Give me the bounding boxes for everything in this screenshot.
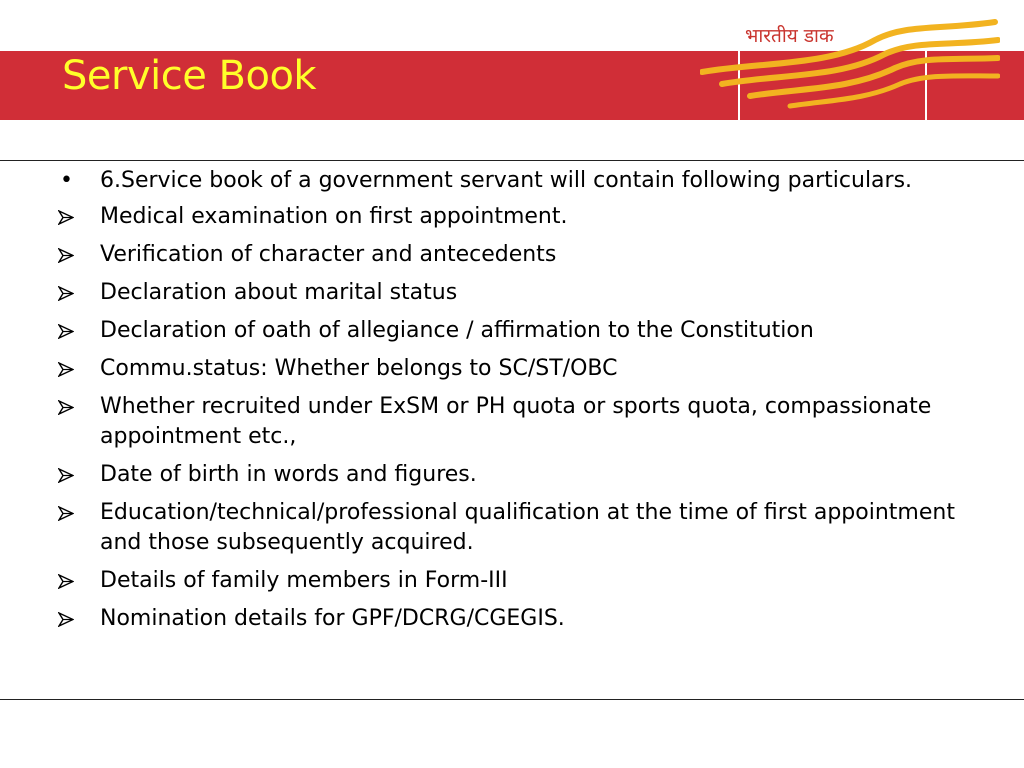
india-post-logo-icon bbox=[700, 0, 1000, 120]
list-item-text: Declaration of oath of allegiance / affirmation to the Constitution bbox=[100, 318, 814, 343]
arrow-bullet-icon bbox=[58, 324, 74, 339]
list-item bbox=[58, 566, 958, 596]
list-item bbox=[58, 498, 958, 558]
arrow-bullet-icon bbox=[58, 400, 74, 415]
list-item bbox=[58, 202, 958, 232]
arrow-bullet-icon bbox=[58, 574, 74, 589]
arrow-bullet-icon bbox=[58, 506, 74, 521]
bottom-divider bbox=[0, 699, 1024, 700]
list-item-text: Whether recruited under ExSM or PH quota or sports quota, compassionate appointment etc., bbox=[100, 394, 932, 449]
list-item bbox=[58, 604, 958, 634]
list-item bbox=[58, 460, 958, 490]
arrow-bullet-icon bbox=[58, 286, 74, 301]
list-item bbox=[58, 316, 958, 346]
arrow-bullet-icon bbox=[58, 210, 74, 225]
list-item-text: Nomination details for GPF/DCRG/CGEGIS. bbox=[100, 606, 565, 631]
list-item bbox=[58, 392, 958, 452]
intro-item bbox=[58, 166, 958, 196]
list-item-text: Education/technical/professional qualification at the time of first appointment and those subsequently acquired. bbox=[100, 500, 955, 555]
arrow-bullet-icon bbox=[58, 248, 74, 263]
list-item-text: Declaration about marital status bbox=[100, 280, 458, 305]
bullet-list bbox=[58, 166, 958, 642]
list-item bbox=[58, 240, 958, 270]
arrow-bullet-icon bbox=[58, 468, 74, 483]
list-item-text: Details of family members in Form-III bbox=[100, 568, 508, 593]
list-item-text: Commu.status: Whether belongs to SC/ST/OBC bbox=[100, 356, 618, 381]
list-item bbox=[58, 278, 958, 308]
arrow-bullet-icon bbox=[58, 612, 74, 627]
arrow-bullet-icon bbox=[58, 362, 74, 377]
list-item-text: Medical examination on first appointment. bbox=[100, 204, 568, 229]
top-divider bbox=[0, 160, 1024, 161]
list-item-text: Verification of character and antecedents bbox=[100, 242, 557, 267]
logo-text: भारतीय डाक bbox=[745, 25, 834, 47]
list-item-text: Date of birth in words and figures. bbox=[100, 462, 477, 487]
intro-text: 6.Service book of a government servant will contain following particulars. bbox=[100, 168, 913, 193]
list-item bbox=[58, 354, 958, 384]
slide-title: Service Book bbox=[62, 53, 317, 99]
bullet-dot-icon: • bbox=[60, 168, 73, 193]
